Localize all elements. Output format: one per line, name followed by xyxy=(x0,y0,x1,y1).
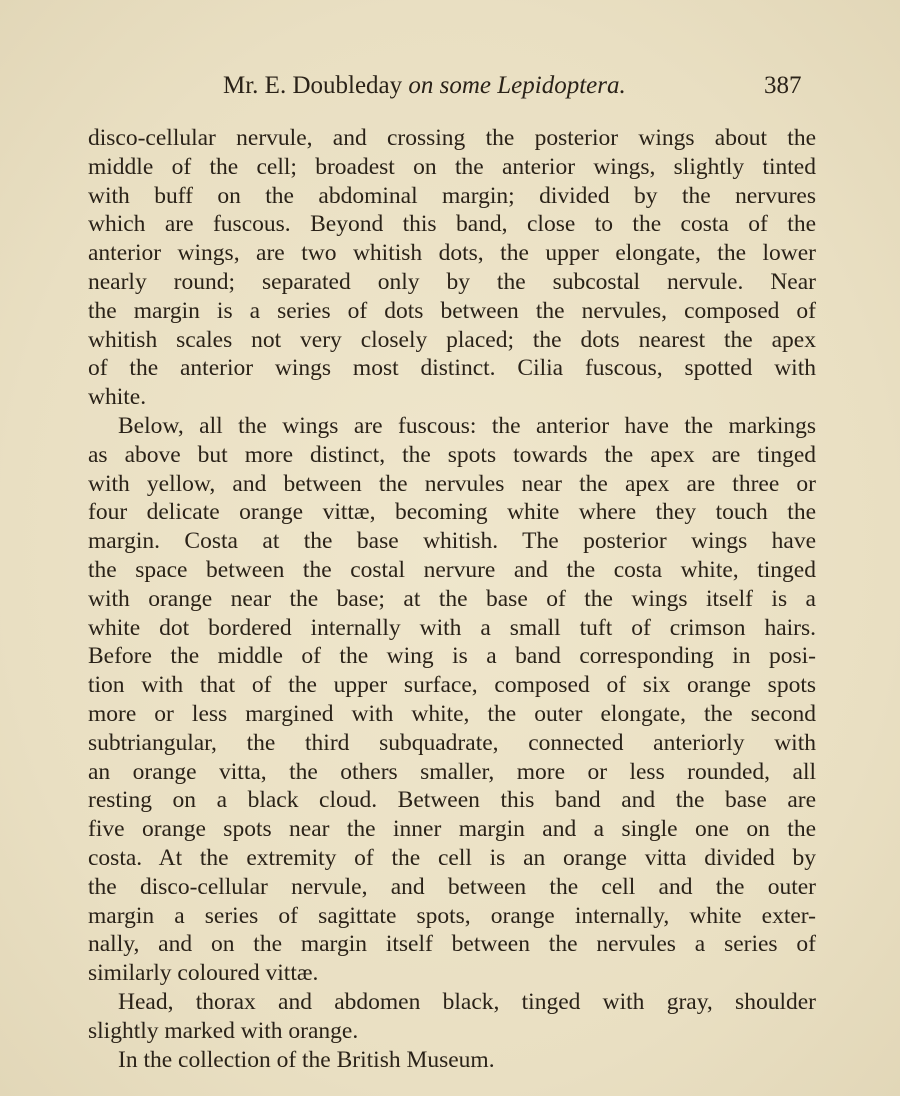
text-line: similarly coloured vittæ. xyxy=(88,960,319,987)
text-line: middle of the cell; broadest on the anterior wings, slightly tinted xyxy=(88,153,816,180)
text-line: In the collection of the British Museum. xyxy=(118,1046,495,1073)
running-head-author: Mr. E. Doubleday xyxy=(223,72,403,99)
page-number: 387 xyxy=(764,72,802,99)
page-header xyxy=(0,72,900,106)
text-line: an orange vitta, the others smaller, more or less rounded, all xyxy=(88,758,816,785)
text-line: four delicate orange vittæ, becoming white where they touch the xyxy=(88,499,816,526)
text-line: which are fuscous. Beyond this band, close to the costa of the xyxy=(88,211,816,238)
text-line: with yellow, and between the nervules near the apex are three or xyxy=(88,470,816,497)
text-line: whitish scales not very closely placed; the dots nearest the apex xyxy=(88,326,816,353)
text-line: subtriangular, the third subquadrate, connected anteriorly with xyxy=(88,729,816,756)
text-line: more or less margined with white, the outer elongate, the second xyxy=(88,700,816,727)
text-line: of the anterior wings most distinct. Cilia fuscous, spotted with xyxy=(88,355,816,382)
text-line: white. xyxy=(88,384,147,411)
text-line: resting on a black cloud. Between this band and the base are xyxy=(88,787,816,814)
text-line: nearly round; separated only by the subcostal nervule. Near xyxy=(88,268,816,295)
running-head-title: on some Lepidoptera. xyxy=(408,72,626,99)
text-line: with buff on the abdominal margin; divided by the nervures xyxy=(88,182,816,209)
text-line: slightly marked with orange. xyxy=(88,1017,359,1044)
text-line: costa. At the extremity of the cell is an orange vitta divided by xyxy=(88,844,816,871)
text-line: tion with that of the upper surface, composed of six orange spots xyxy=(88,672,816,699)
text-line: as above but more distinct, the spots towards the apex are tinged xyxy=(88,441,816,468)
text-line: five orange spots near the inner margin and a single one on the xyxy=(88,816,816,843)
text-line: Below, all the wings are fuscous: the anterior have the markings xyxy=(118,412,816,439)
text-line: the space between the costal nervure and the costa white, tinged xyxy=(88,556,816,583)
text-line: Before the middle of the wing is a band corresponding in posi- xyxy=(88,643,816,670)
text-line: anterior wings, are two whitish dots, the upper elongate, the lower xyxy=(88,240,816,267)
text-line: white dot bordered internally with a small tuft of crimson hairs. xyxy=(88,614,816,641)
text-line: disco-cellular nervule, and crossing the posterior wings about the xyxy=(88,125,816,151)
body-text xyxy=(88,124,816,1074)
text-line: Head, thorax and abdomen black, tinged with gray, shoulder xyxy=(118,988,816,1015)
text-line: with orange near the base; at the base of the wings itself is a xyxy=(88,585,816,612)
text-line: margin. Costa at the base whitish. The posterior wings have xyxy=(88,528,816,555)
text-line: nally, and on the margin itself between the nervules a series of xyxy=(88,931,816,958)
text-line: the margin is a series of dots between the nervules, composed of xyxy=(88,297,816,324)
text-line: the disco-cellular nervule, and between the cell and the outer xyxy=(88,873,816,900)
running-head xyxy=(223,72,626,100)
text-line: margin a series of sagittate spots, orange internally, white exter- xyxy=(88,902,816,929)
